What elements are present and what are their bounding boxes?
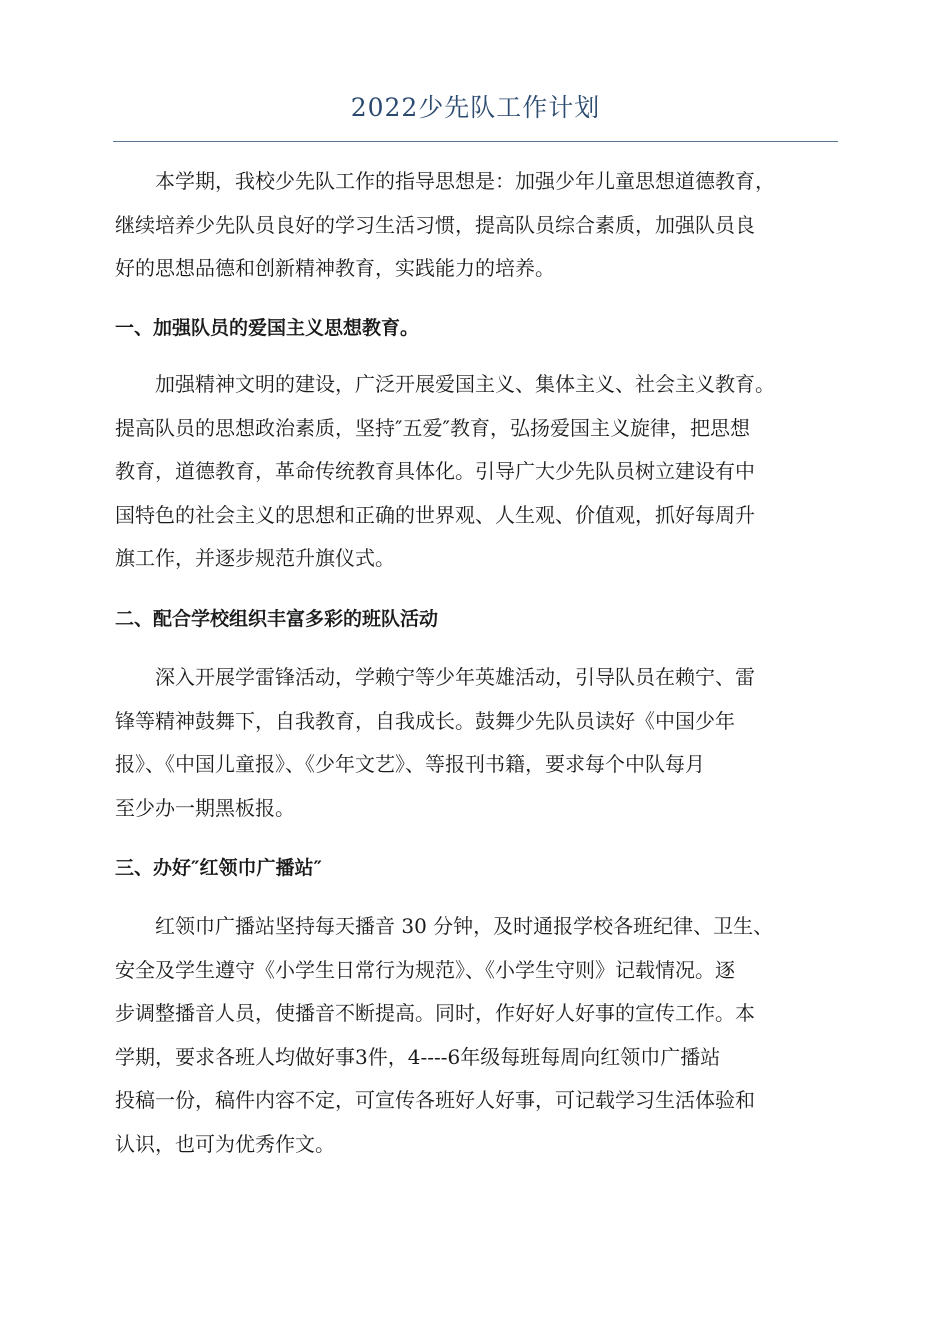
paragraph-line: 国特色的社会主义的思想和正确的世界观、人生观、价值观，抓好每周升 [115, 502, 755, 527]
section-paragraph-2 [115, 656, 837, 830]
paragraph-line: 教育，道德教育，革命传统教育具体化。引导广大少先队员树立建设有中 [115, 459, 755, 483]
section-paragraph-3 [115, 905, 837, 1166]
paragraph-line: 深入开展学雷锋活动，学赖宁等少年英雄活动，引导队员在赖宁、雷 [115, 665, 755, 689]
document-title: 2022少先队工作计划 [350, 93, 601, 122]
paragraph-line: 加强精神文明的建设，广泛开展爱国主义、集体主义、社会主义教育。 [115, 372, 775, 396]
paragraph-line: 提高队员的思想政治素质，坚持″五爱″教育，弘扬爱国主义旋律，把思想 [115, 415, 750, 440]
title-divider [113, 141, 838, 142]
paragraph-line: 红领巾广播站坚持每天播音 30 分钟，及时通报学校各班纪律、卫生、 [115, 914, 774, 938]
paragraph-line: 认识，也可为优秀作文。 [115, 1131, 335, 1156]
section-heading-1: 一、加强队员的爱国主义思想教育。 [115, 317, 420, 339]
paragraph-line: 至少办一期黑板报。 [115, 795, 295, 820]
section-heading-3: 三、办好″红领巾广播站″ [115, 857, 322, 879]
paragraph-line: 本学期，我校少先队工作的指导思想是：加强少年儿童思想道德教育， [115, 169, 775, 193]
section-heading-2: 二、配合学校组织丰富多彩的班队活动 [115, 608, 439, 630]
paragraph-line: 安全及学生遵守《小学生日常行为规范》、《小学生守则》记载情况。逐 [115, 957, 735, 982]
intro-paragraph [115, 160, 837, 291]
paragraph-line: 步调整播音人员，使播音不断提高。同时，作好好人好事的宣传工作。本 [115, 1001, 755, 1025]
paragraph-line: 旗工作，并逐步规范升旗仪式。 [115, 546, 395, 570]
paragraph-line: 报》、《中国儿童报》、《少年文艺》、等报刊书籍，要求每个中队每月 [115, 752, 705, 776]
paragraph-line: 学期，要求各班人均做好事3件，4----6年级每班每周向红领巾广播站 [115, 1044, 721, 1069]
paragraph-line: 锋等精神鼓舞下，自我教育，自我成长。鼓舞少先队员读好《中国少年 [115, 708, 735, 733]
paragraph-line: 继续培养少先队员良好的学习生活习惯，提高队员综合素质，加强队员良 [115, 212, 755, 237]
paragraph-line: 投稿一份，稿件内容不定，可宣传各班好人好事，可记载学习生活体验和 [115, 1088, 755, 1112]
paragraph-line: 好的思想品德和创新精神教育，实践能力的培养。 [115, 256, 555, 280]
section-paragraph-1 [115, 363, 837, 581]
